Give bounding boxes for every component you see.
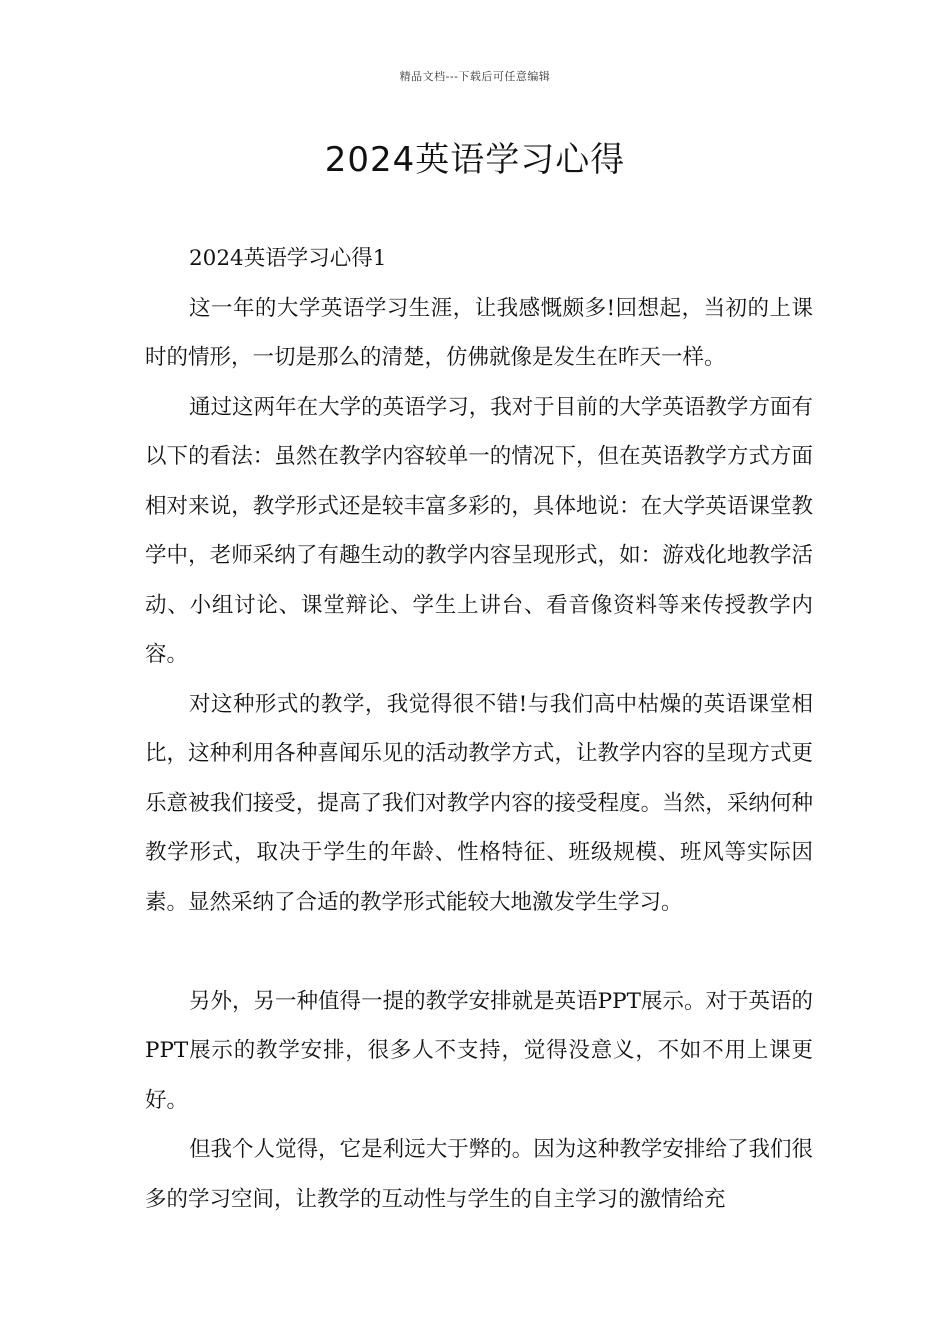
paragraph-spacer: [145, 927, 813, 977]
paragraph-3: 对这种形式的教学，我觉得很不错!与我们高中枯燥的英语课堂相比，这种利用各种喜闻乐见的活动教学方式，让教学内容的呈现方式更乐意被我们接受，提高了我们对教学内容的接受程度。当然，采纳何种教学形式，取决于学生的年龄、性格特征、班级规模、班风等实际因素。显然采纳了合适的教学形式能较大地激发学生学习。: [145, 691, 813, 915]
paragraph-4: 另外，另一种值得一提的教学安排就是英语PPT展示。对于英语的PPT展示的教学安排，很多人不支持，觉得没意义，不如不用上课更好。: [145, 988, 813, 1113]
paragraph-1: 这一年的大学英语学习生涯，让我感慨颇多!回想起，当初的上课时的情形，一切是那么的清楚，仿佛就像是发生在昨天一样。: [145, 295, 813, 370]
document-title: 2024英语学习心得: [324, 140, 626, 180]
paragraph-2: 通过这两年在大学的英语学习，我对于目前的大学英语教学方面有以下的看法：虽然在教学内容较单一的情况下，但在英语教学方式方面相对来说，教学形式还是较丰富多彩的，具体地说：在大学英语课堂教学中，老师采纳了有趣生动的教学内容呈现形式，如：游戏化地教学活动、小组讨论、课堂辩论、学生上讲台、看音像资料等来传授教学内容。: [145, 394, 813, 667]
section-heading: 2024英语学习心得1: [189, 246, 387, 271]
paragraph-5: 但我个人觉得，它是利远大于弊的。因为这种教学安排给了我们很多的学习空间，让教学的互动性与学生的自主学习的激情给充: [145, 1137, 813, 1212]
header-note: 精品文档---下载后可任意编辑: [399, 70, 551, 83]
document-body: [145, 234, 813, 1224]
